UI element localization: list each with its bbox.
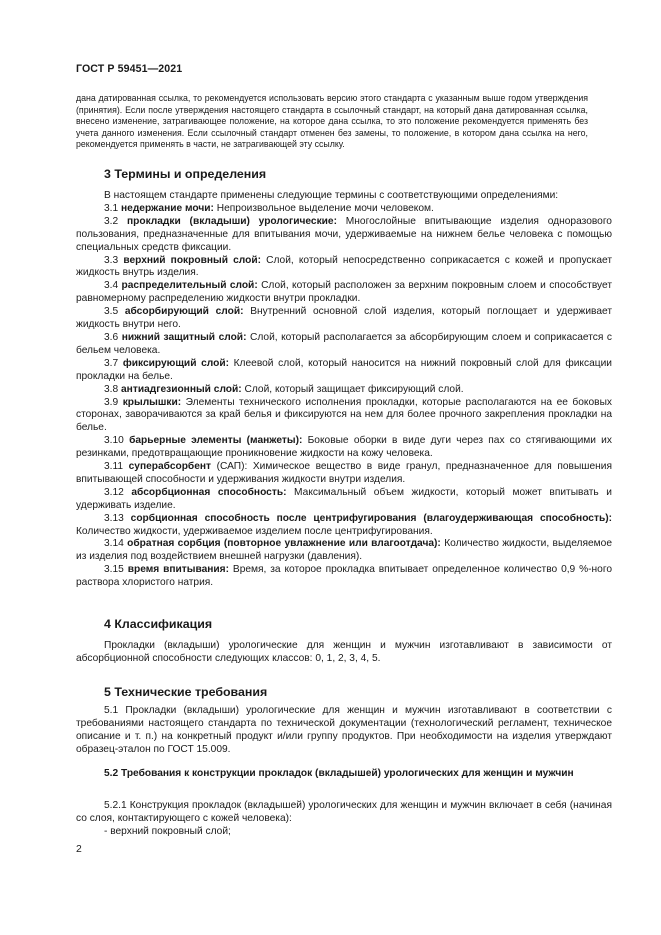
subsection-5-2-title: 5.2 Требования к конструкции прокладок (вкладышей) урологических для женщин и мужчин [104, 768, 574, 779]
standard-header: ГОСТ Р 59451—2021 [76, 63, 183, 75]
section-5-title: 5 Технические требования [104, 685, 268, 699]
term-name: абсорбирующий слой: [124, 306, 244, 318]
term-definition [76, 358, 612, 384]
term-name: антиадгезионный слой: [121, 383, 242, 395]
intro-paragraph: дана датированная ссылка, то рекомендуется использовать версию этого стандарта с указанным выше годом утверждения (принятия). Если после утверждения настоящего стандарта в ссылочный стандарт, на который дана датированная ссылка, внесено изменение, затрагивающее положение, на которое дана ссылка, то это положение рекомендуется применять без учета данного изменения. Если ссылочный стандарт отменен без замены, то положение, в котором дана ссылка на него, рекомендуется применять в части, не затрагивающей эту ссылку. [76, 93, 588, 150]
term-number: 3.14 [104, 538, 124, 550]
section-4-title: 4 Классификация [104, 617, 213, 631]
term-number: 3.10 [104, 435, 124, 447]
term-name: барьерные элементы (манжеты): [129, 435, 303, 447]
term-number: 3.12 [104, 486, 124, 498]
term-name: нижний защитный слой: [121, 331, 247, 343]
paragraph-5-1: 5.1 Прокладки (вкладыши) урологические для женщин и мужчин изготавливают в соответствии с требованиями настоящего стандарта по технической документации (технологический регламент, техническое описание и т. п.) на конкретный продукт и/или группу продуктов. При необходимости на изделия утверждают образец-эталон по ГОСТ 15.009. [76, 705, 612, 755]
section-4-text: Прокладки (вкладыши) урологические для женщин и мужчин изготавливают в зависимости от абсорбционной способности следующих классов: 0, 1, 2, 3, 4, 5. [76, 640, 612, 664]
term-number: 3.5 [104, 306, 119, 318]
section-3-body [76, 190, 612, 590]
term-text: Время, за которое прокладка впитывает определенное количество 0,9 %-ного раствора хлористого натрия. [76, 564, 613, 589]
term-text: Слой, который располагается за абсорбирующим слоем и соприкасается с бельем человека. [76, 331, 612, 356]
term-definition [76, 216, 612, 255]
term-name: недержание мочи: [121, 202, 214, 214]
term-number: 3.15 [104, 564, 124, 576]
term-number: 3.11 [104, 461, 124, 473]
term-text: Клеевой слой, который наносится на нижний покровный слой для фиксации прокладки на белье. [76, 357, 612, 382]
term-text: Слой, который защищает фиксирующий слой. [244, 383, 464, 395]
term-definition [76, 255, 612, 281]
term-text: Внутренний основной слой изделия, который поглощает и удерживает жидкость внутри него. [76, 306, 612, 331]
paragraph-5-2-1: 5.2.1 Конструкция прокладок (вкладышей) урологических для женщин и мужчин включает в себя (начиная со слоя, контактирующего с кожей человека): [76, 800, 612, 824]
term-text: Непроизвольное выделение мочи человеком. [216, 202, 434, 214]
term-number: 3.6 [104, 331, 119, 343]
section-4-body [76, 640, 612, 666]
term-text: Количество жидкости, выделяемое из изделия под воздействием внешней нагрузки (давления). [76, 538, 612, 563]
term-number: 3.9 [104, 396, 119, 408]
term-definition [76, 306, 612, 332]
term-definition [76, 384, 612, 397]
term-text: Боковые оборки в виде дуги через пах со стягивающими их резинками, предотвращающие проникновение жидкости на кожу человека. [76, 435, 612, 460]
term-text: Количество жидкости, удерживаемое изделием после центрифугирования. [76, 525, 433, 537]
term-name: прокладки (вкладыши) урологические: [126, 215, 337, 227]
term-name: фиксирующий слой: [122, 357, 229, 369]
term-name: верхний покровный слой: [123, 254, 261, 266]
term-definition [76, 332, 612, 358]
term-name: обратная сорбция (повторное увлажнение или влагоотдача): [127, 538, 441, 550]
term-definition [76, 280, 612, 306]
term-number: 3.7 [104, 357, 119, 369]
term-name: крылышки: [122, 396, 182, 408]
term-number: 3.13 [104, 512, 124, 524]
term-name: сорбционная способность после центрифугирования (влагоудерживающая способность): [130, 512, 612, 524]
term-text: Слой, который непосредственно соприкасается с кожей и пропускает жидкость внутрь изделия. [76, 254, 612, 279]
term-name: суперабсорбент [128, 461, 212, 473]
section-3-lead: В настоящем стандарте применены следующие термины с соответствующими определениями: [104, 190, 559, 201]
term-definition [76, 203, 612, 216]
term-definition [76, 564, 612, 590]
term-text: Слой, который расположен за верхним покровным слоем и способствует равномерному распределению жидкости внутри прокладки. [76, 280, 612, 305]
term-number: 3.8 [104, 383, 119, 395]
term-text: (САП): Химическое вещество в виде гранул, предназначенное для повышения впитывающей способности и удерживания жидкости внутри изделия. [76, 461, 612, 485]
term-name: распределительный слой: [121, 280, 258, 292]
term-definition [76, 538, 612, 564]
term-number: 3.3 [104, 254, 119, 266]
term-definition [76, 461, 612, 487]
term-definition [76, 487, 612, 513]
term-name: время впитывания: [127, 564, 230, 576]
list-item: - верхний покровный слой; [104, 825, 231, 837]
term-name: абсорбционная способность: [131, 486, 287, 498]
term-number: 3.1 [104, 202, 119, 214]
term-definition [76, 397, 612, 436]
section-3-title: 3 Термины и определения [104, 167, 267, 181]
terms-list [76, 203, 612, 590]
term-definition [76, 435, 612, 461]
term-text: Максимальный объем жидкости, который может впитывать и удерживать изделие. [76, 486, 612, 511]
page-number: 2 [76, 844, 82, 855]
term-definition [76, 513, 612, 539]
subsection-5-2-body [76, 800, 612, 839]
term-number: 3.2 [104, 215, 119, 227]
term-text: Многослойные впитывающие изделия одноразового пользования, предназначенные для впитывания мочи, удерживаемые на нижнем белье человека с помощью специальных средств фиксации. [76, 215, 612, 253]
term-text: Элементы технического исполнения прокладки, которые располагаются на ее боковых сторонах, заворачиваются за край белья и фиксируются на нем для более прочного закрепления прокладки на белье. [76, 396, 612, 434]
section-5-body [76, 705, 612, 757]
term-number: 3.4 [104, 280, 119, 292]
